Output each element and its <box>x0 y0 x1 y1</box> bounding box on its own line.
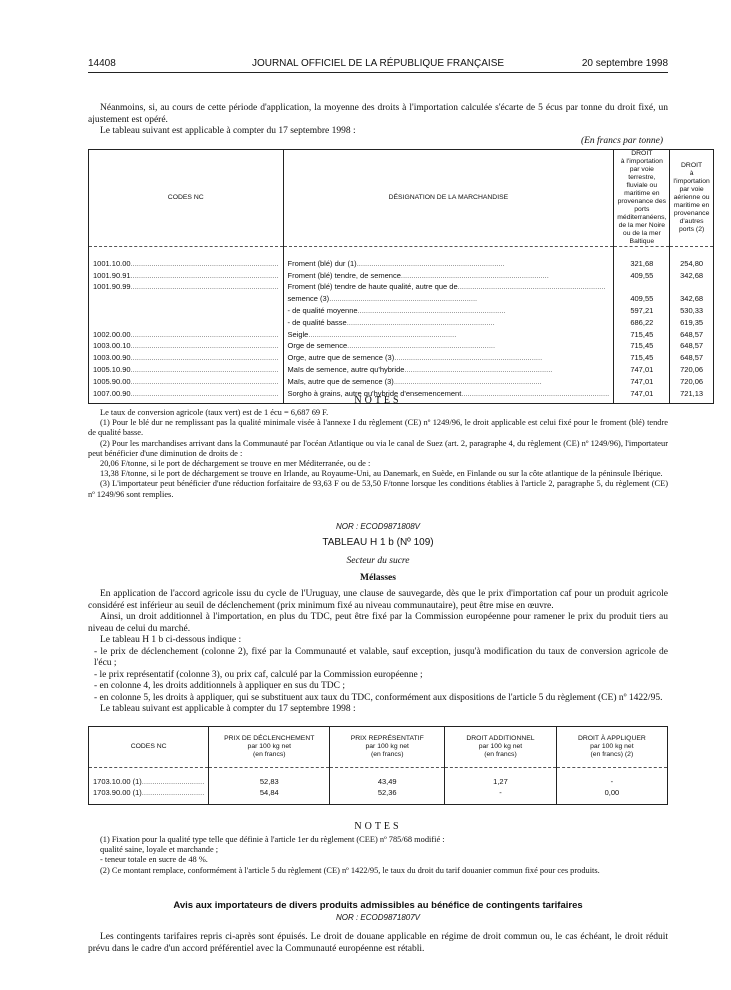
droit-autres-cell: 530,33 <box>680 305 704 315</box>
designation-cell: Froment (blé) dur (1)....................................................................... <box>283 247 614 269</box>
prix-representatif-cell: 52,36 <box>330 787 445 805</box>
nc-code-cell: 1005.90.00....................................................................... <box>89 375 284 387</box>
droit-additionnel-cell: - <box>445 787 557 805</box>
journal-title: JOURNAL OFFICIEL DE LA RÉPUBLIQUE FRANÇAISE <box>251 58 505 69</box>
designation-cell: Orge, autre que de semence (3)....................................................................... <box>283 351 614 363</box>
header-date: 20 septembre 1998 <box>581 58 668 69</box>
col-header-droit-additionnel: DROIT ADDITIONNEL par 100 kg net (en francs) <box>445 727 557 768</box>
col-header-prix-representatif: PRIX REPRÉSENTATIF par 100 kg net (en francs) <box>330 727 445 768</box>
droit-mer-cell: 715,45 <box>614 351 670 363</box>
col-header-codes: CODES NC <box>89 150 284 247</box>
nc-code-cell <box>89 304 284 316</box>
note-line: Le taux de conversion agricole (taux vert) est de 1 écu = 6,687 69 F. <box>100 408 329 417</box>
list-item: - en colonne 4, les droits additionnels à appliquer en sus du TDC ; <box>94 681 346 691</box>
section-heading: Mélasses <box>360 573 396 583</box>
nc-code-cell: 1703.10.00 (1).............................. <box>89 768 209 788</box>
nc-code-cell: 1703.90.00 (1).............................. <box>89 787 209 805</box>
designation-cell: Sorgho à grains, autre qu'hybride d'ensemencement....................................................................... <box>283 387 614 403</box>
table-row <box>89 292 714 304</box>
nc-code-cell: 1001.90.99....................................................................... <box>89 281 284 293</box>
droit-mer-cell: 686,22 <box>614 316 670 328</box>
droit-autres-cell: 619,35 <box>680 317 704 327</box>
droit-autres-cell: 648,57 <box>680 353 704 363</box>
nc-code-cell <box>89 316 284 328</box>
table-row <box>89 787 668 805</box>
table-row <box>89 269 714 281</box>
nc-code-cell: 1007.00.90....................................................................... <box>89 387 284 403</box>
designation-cell: - de qualité basse....................................................................... <box>283 316 614 328</box>
prix-representatif-cell: 43,49 <box>330 768 445 788</box>
notes-block <box>88 835 668 876</box>
notice-paragraph: Les contingents tarifaires repris ci-après sont épuisés. Le droit de douane applicable en régime de droit commun ou, le cas échéant, le droit réduit prévu dans le cadre d'un accord préférentiel avec la Communauté européenne est rétabli. <box>88 932 668 954</box>
designation-cell: semence (3)....................................................................... <box>283 292 614 304</box>
designation-cell: Maïs de semence, autre qu'hybride....................................................................... <box>283 363 614 375</box>
col-header-droit-appliquer: DROIT À APPLIQUER par 100 kg net (en francs) (2) <box>556 727 667 768</box>
intro-table-lead: Le tableau suivant est applicable à compter du 17 septembre 1998 : <box>100 126 356 136</box>
notes-heading: NOTES <box>354 821 402 832</box>
designation-cell: Seigle....................................................................... <box>283 328 614 340</box>
droit-mer-cell: 747,01 <box>614 387 670 403</box>
table-row <box>89 340 714 352</box>
note-line: (3) L'importateur peut bénéficier d'une réduction forfaitaire de 93,63 F ou de 53,50 F/tonne lorsque les conditions établies à l'article 2, paragraphe 5, du règlement (CE) nº 1249/96 sont remplies. <box>88 479 668 499</box>
section-paragraph: Le tableau suivant est applicable à compter du 17 septembre 1998 : <box>100 704 356 714</box>
page-number: 14408 <box>88 58 116 69</box>
droit-mer-cell: 747,01 <box>614 375 670 387</box>
droit-autres-cell: 648,57 <box>680 341 704 351</box>
col-header-designation: DÉSIGNATION DE LA MARCHANDISE <box>283 150 614 247</box>
table-row <box>89 375 714 387</box>
note-line: (2) Pour les marchandises arrivant dans la Communauté par l'océan Atlantique ou via le canal de Suez (art. 2, paragraphe 4, du règlement (CE) nº 1249/96), l'importateur peut bénéficier d'une diminution de droits de : <box>88 438 668 458</box>
nc-code-cell: 1003.00.90....................................................................... <box>89 351 284 363</box>
nc-code-cell: 1001.10.00....................................................................... <box>89 247 284 269</box>
notes-block <box>88 408 668 500</box>
nor-reference: NOR : ECOD9871808V <box>335 522 421 531</box>
table-row <box>89 363 714 375</box>
note-line: (1) Fixation pour la qualité type telle que définie à l'article 1er du règlement (CEE) nº 785/68 modifié : <box>100 835 445 844</box>
nc-code-cell: 1005.10.90....................................................................... <box>89 363 284 375</box>
intro-paragraph: Néanmoins, si, au cours de cette période d'application, la moyenne des droits à l'importation calculée s'écarte de 5 écus par tonne du droit fixé, un ajustement est opéré. <box>88 103 668 125</box>
droit-appliquer-cell: 0,00 <box>604 787 620 797</box>
section-subtitle: Secteur du sucre <box>346 556 410 566</box>
running-header <box>88 58 668 72</box>
droit-autres-cell: 254,80 <box>680 258 704 268</box>
designation-cell: Froment (blé) tendre de haute qualité, autre que de....................................................................... <box>283 281 614 293</box>
section-paragraph: Le tableau H 1 b ci-dessous indique : <box>100 635 242 645</box>
prix-declenchement-cell: 52,83 <box>209 768 330 788</box>
table-row <box>89 328 714 340</box>
note-line: qualité saine, loyale et marchande ; <box>100 845 219 855</box>
droit-mer-cell: 715,45 <box>614 328 670 340</box>
cereal-duties-table <box>88 149 714 404</box>
notes-heading: NOTES <box>354 395 402 406</box>
note-line: (2) Ce montant remplace, conformément à l'article 5 du règlement (CE) nº 1422/95, le taux du droit du tarif douanier commun fixé pour ces produits. <box>100 865 600 875</box>
designation-cell: Maïs, autre que de semence (3)....................................................................... <box>283 375 614 387</box>
droit-autres-cell: 720,06 <box>680 364 704 374</box>
col-header-droit-autres: DROIT à l'importation par voie aérienne ou maritime en provenance d'autres ports (2) <box>670 150 713 247</box>
prix-declenchement-cell: 54,84 <box>209 787 330 805</box>
section-title: TABLEAU H 1 b (Nº 109) <box>322 537 434 548</box>
section-paragraph: Ainsi, un droit additionnel à l'importation, en plus du TDC, peut être fixé par la Commission européenne pour ramener le prix du produit tiers au niveau de celui du marché. <box>88 612 668 634</box>
table-row <box>89 304 714 316</box>
notice-text <box>88 932 668 955</box>
droit-appliquer-cell: - <box>610 776 614 786</box>
table1-unit-note: (En francs par tonne) <box>580 136 663 146</box>
droit-mer-cell: 715,45 <box>614 340 670 352</box>
designation-cell: - de qualité moyenne....................................................................... <box>283 304 614 316</box>
droit-mer-cell: 597,21 <box>614 304 670 316</box>
droit-autres-cell: 342,68 <box>680 294 704 304</box>
nc-code-cell: 1002.00.00....................................................................... <box>89 328 284 340</box>
droit-autres-cell: 721,13 <box>680 388 704 398</box>
table-row <box>89 351 714 363</box>
table-header-row <box>89 727 668 768</box>
table-header-row <box>89 150 714 247</box>
droit-autres-cell: 648,57 <box>680 329 704 339</box>
note-line: 20,06 F/tonne, si le port de déchargement se trouve en mer Méditerranée, ou de : <box>100 459 371 469</box>
droit-autres-cell: 342,68 <box>680 270 704 280</box>
droit-mer-cell: 409,55 <box>614 269 670 281</box>
molasses-table <box>88 726 668 805</box>
intro-text <box>88 103 668 138</box>
section-paragraph: En application de l'accord agricole issu du cycle de l'Uruguay, une clause de sauvegarde, dès que le prix d'importation caf pour un produit agricole considéré est inférieur au seuil de déclenchement (prix minimum fixé au niveau communautaire), peut être mise en œuvre. <box>88 589 668 611</box>
note-line: - teneur totale en sucre de 48 %. <box>100 855 208 865</box>
designation-cell: Froment (blé) tendre, de semence....................................................................... <box>283 269 614 281</box>
col-header-codes: CODES NC <box>89 727 209 768</box>
droit-autres-cell <box>670 281 713 293</box>
list-item: - le prix de déclenchement (colonne 2), fixé par la Communauté et valable, sauf exception, jusqu'à modification du taux de conversion agricole de l'écu ; <box>94 646 668 668</box>
nc-code-cell: 1001.90.91....................................................................... <box>89 269 284 281</box>
note-line: 13,38 F/tonne, si le port de déchargement se trouve en Irlande, au Royaume-Uni, au Danemark, en Suède, en Finlande ou sur la côte atlantique de la péninsule Ibérique. <box>100 469 663 479</box>
col-header-droit-mer: DROIT à l'importation par voie terrestre, fluviale ou maritime en provenance des ports méditerranéens, de la mer Noire ou de la mer Baltique <box>614 150 670 247</box>
table-row <box>89 768 668 788</box>
designation-cell: Orge de semence....................................................................... <box>283 340 614 352</box>
droit-autres-cell: 720,06 <box>680 376 704 386</box>
col-header-prix-declenchement: PRIX DE DÉCLENCHEMENT par 100 kg net (en francs) <box>209 727 330 768</box>
nc-code-cell: 1003.00.10....................................................................... <box>89 340 284 352</box>
nor-reference: NOR : ECOD9871807V <box>335 913 421 922</box>
notice-title: Avis aux importateurs de divers produits admissibles au bénéfice de contingents tarifaires <box>173 900 583 911</box>
droit-additionnel-cell: 1,27 <box>445 768 557 788</box>
droit-mer-cell: 321,68 <box>614 247 670 269</box>
list-item: - en colonne 5, les droits à appliquer, qui se substituent aux taux du TDC, conformément aux dispositions de l'article 5 du règlement (CE) nº 1422/95. <box>94 692 663 703</box>
section2-text <box>88 589 668 716</box>
droit-mer-cell: 409,55 <box>614 292 670 304</box>
droit-mer-cell <box>614 281 670 293</box>
note-line: (1) Pour le blé dur ne remplissant pas la qualité minimale visée à l'annexe I du règlement (CE) nº 1249/96, le droit applicable est celui fixé pour le froment (blé) tendre de qualité basse. <box>88 418 668 438</box>
header-rule <box>88 72 668 73</box>
table-row <box>89 281 714 293</box>
list-item: - le prix représentatif (colonne 3), ou prix caf, calculé par la Commission européenne ; <box>94 669 423 680</box>
nc-code-cell <box>89 292 284 304</box>
droit-mer-cell: 747,01 <box>614 363 670 375</box>
table-row <box>89 316 714 328</box>
table-row <box>89 247 714 269</box>
